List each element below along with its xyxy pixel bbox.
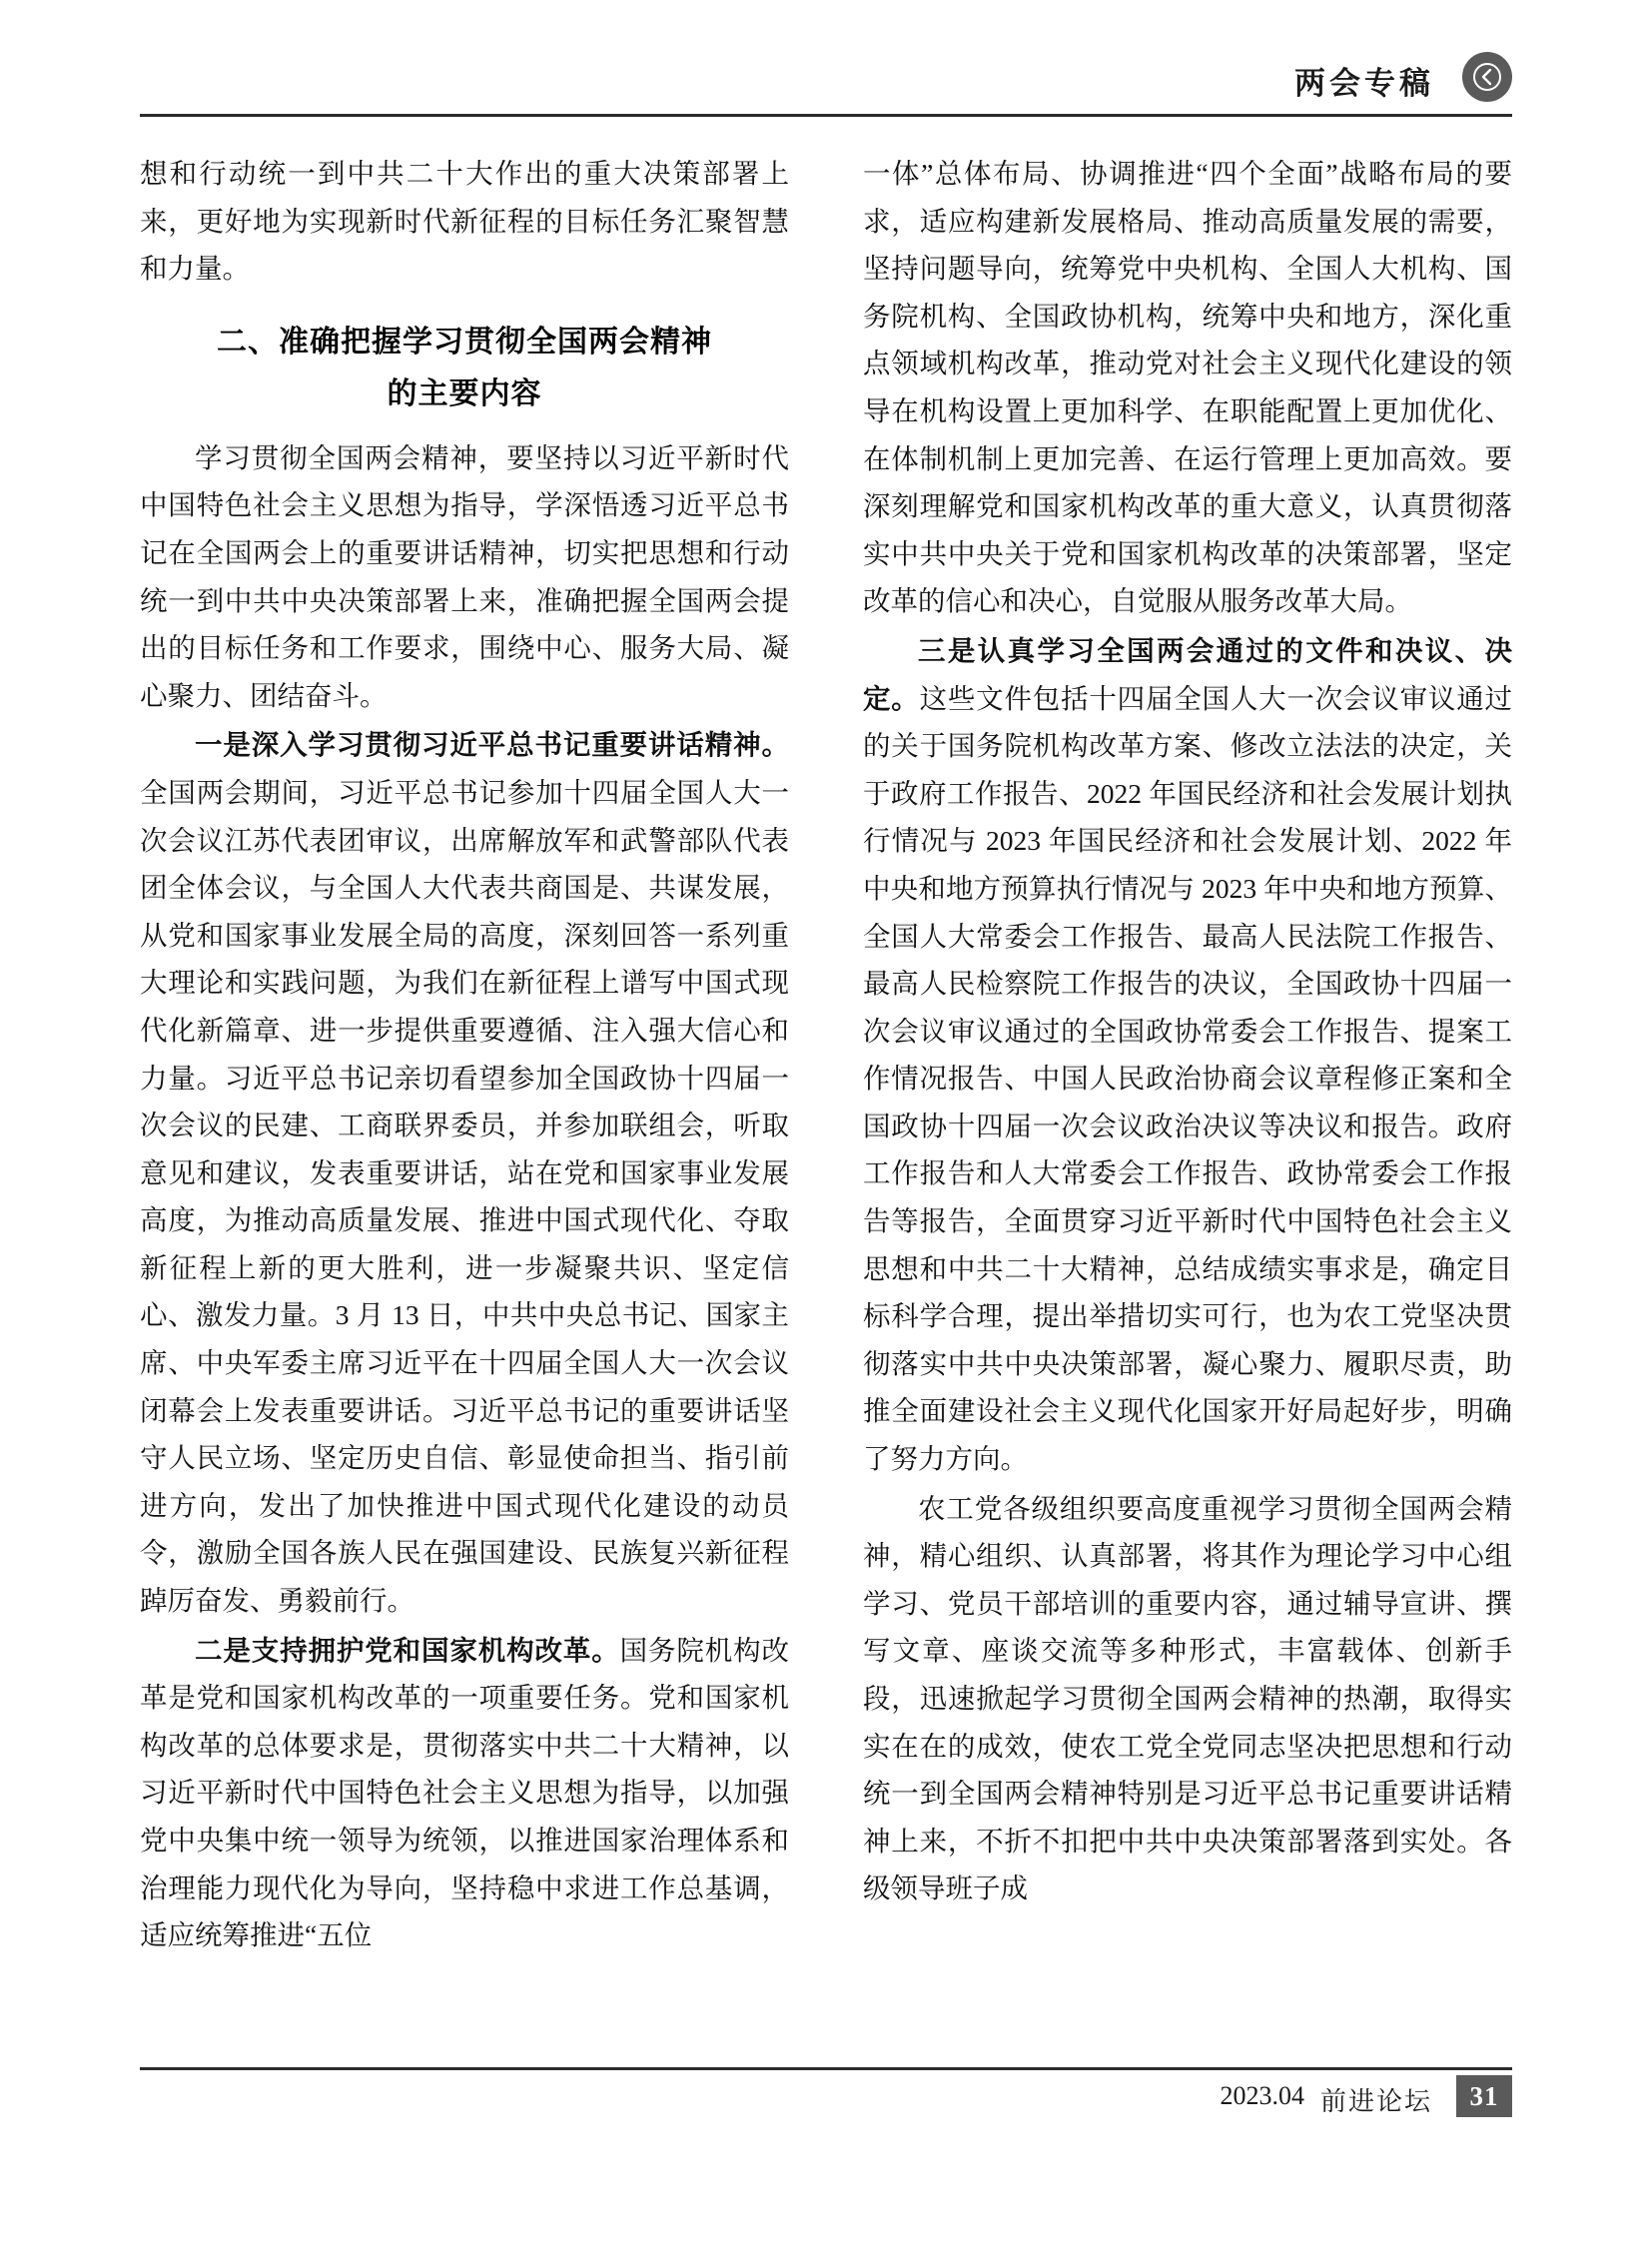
section-heading-line1: 二、准确把握学习贯彻全国两会精神 [217, 325, 712, 359]
right-column [863, 150, 1512, 2077]
footer-journal-name: 前进论坛 [1319, 2087, 1432, 2116]
paragraph-3-lead: 二是支持拥护党和国家机构改革。 [195, 1634, 620, 1666]
paragraph-3 [140, 1627, 789, 1959]
paragraph-4 [863, 627, 1512, 1483]
header-title: 两会专稿 [1294, 66, 1434, 101]
paragraph-2-body: 全国两会期间，习近平总书记参加十四届全国人大一次会议江苏代表团审议，出席解放军和武警部队代表团全体会议，与全国人大代表共商国是、共谋发展，从党和国家事业发展全局的高度，深刻回答一系列重大理论和实践问题，为我们在新征程上谱写中国式现代化新篇章、进一步提供重要遵循、注入强大信心和力量。习近平总书记亲切看望参加全国政协十四届一次会议的民建、工商联界委员，并参加联组会，听取意见和建议，发表重要讲话，站在党和国家事业发展高度，为推动高质量发展、推进中国式现代化、夺取新征程上新的更大胜利，进一步凝聚共识、坚定信心、激发力量。3 月 13 日，中共中央总书记、国家主席、中央军委主席习近平在十四届全国人大一次会议闭幕会上发表重要讲话。习近平总书记的重要讲话坚守人民立场、坚定历史自信、彰显使命担当、指引前进方向，发出了加快推进中国式现代化建设的动员令，激励全国各族人民在强国建设、民族复兴新征程踔厉奋发、勇毅前行。 [140, 776, 789, 1617]
page-content [140, 150, 1512, 2077]
header-divider [140, 114, 1512, 117]
paragraph-3-continued: 一体”总体布局、协调推进“四个全面”战略布局的要求，适应构建新发展格局、推动高质量发展的需要，坚持问题导向，统筹党中央机构、全国人大机构、国务院机构、全国政协机构，统筹中央和地方，深化重点领域机构改革，推动党对社会主义现代化建设的领导在机构设置上更加科学、在职能配置上更加优化、在体制机制上更加完善、在运行管理上更加高效。要深刻理解党和国家机构改革的重大意义，认真贯彻落实中共中央关于党和国家机构改革的决策部署，坚定改革的信心和决心，自觉服从服务改革大局。 [863, 158, 1512, 617]
paragraph-3-body: 国务院机构改革是党和国家机构改革的一项重要任务。党和国家机构改革的总体要求是，贯彻落实中共二十大精神，以习近平新时代中国特色社会主义思想为指导，以加强党中央集中统一领导为统领，以推进国家治理体系和治理能力现代化为导向，坚持稳中求进工作总基调，适应统筹推进“五位 [140, 1634, 789, 1951]
paragraph-5: 农工党各级组织要高度重视学习贯彻全国两会精神，精心组织、认真部署，将其作为理论学习中心组学习、党员干部培训的重要内容，通过辅导宣讲、撰写文章、座谈交流等多种形式，丰富载体、创新手段，迅速掀起学习贯彻全国两会精神的热潮，取得实实在在的成效，使农工党全党同志坚决把思想和行动统一到全国两会精神特别是习近平总书记重要讲话精神上来，不折不扣把中共中央决策部署落到实处。各级领导班子成 [863, 1492, 1512, 1904]
paragraph-continued: 想和行动统一到中共二十大作出的重大决策部署上来，更好地为实现新时代新征程的目标任务汇聚智慧和力量。 [140, 158, 789, 285]
page-footer [140, 2067, 1512, 2123]
paragraph-2 [140, 721, 789, 1624]
footer-date: 2023.04 [1220, 2081, 1304, 2110]
section-heading [140, 317, 789, 420]
paragraph-4-lead: 三是认真学习全国两会通过的文件和决议、决定。 [863, 634, 1512, 714]
paragraph-1: 学习贯彻全国两会精神，要坚持以习近平新时代中国特色社会主义思想为指导，学深悟透习近平总书记在全国两会上的重要讲话精神，切实把思想和行动统一到中共中央决策部署上来，准确把握全国两会提出的目标任务和工作要求，围绕中心、服务大局、凝心聚力、团结奋斗。 [140, 441, 789, 711]
section-heading-line2: 的主要内容 [387, 376, 542, 410]
footer-divider [140, 2067, 1512, 2070]
page-number: 31 [1456, 2075, 1512, 2117]
page-header [140, 58, 1512, 118]
paragraph-2-lead: 一是深入学习贯彻习近平总书记重要讲话精神。 [195, 729, 789, 761]
left-arrow-circle-icon [1462, 52, 1512, 102]
left-column [140, 150, 789, 2077]
paragraph-4-body: 这些文件包括十四届全国人大一次会议审议通过的关于国务院机构改革方案、修改立法法的决定，关于政府工作报告、2022 年国民经济和社会发展计划执行情况与 2023 年国民经济和社会发展计划、2022 年中央和地方预算执行情况与 2023 年中央和地方预算、全国人大常委会工作报告、最高人民法院工作报告、最高人民检察院工作报告的决议，全国政协十四届一次会议审议通过的全国政协常委会工作报告、提案工作情况报告、中国人民政治协商会议章程修正案和全国政协十四届一次会议政治决议等决议和报告。政府工作报告和人大常委会工作报告、政协常委会工作报告等报告，全面贯穿习近平新时代中国特色社会主义思想和中共二十大精神，总结成绩实事求是，确定目标科学合理，提出举措切实可行，也为农工党坚决贯彻落实中共中央决策部署，凝心聚力、履职尽责，助推全面建设社会主义现代化国家开好局起好步，明确了努力方向。 [863, 682, 1513, 1475]
